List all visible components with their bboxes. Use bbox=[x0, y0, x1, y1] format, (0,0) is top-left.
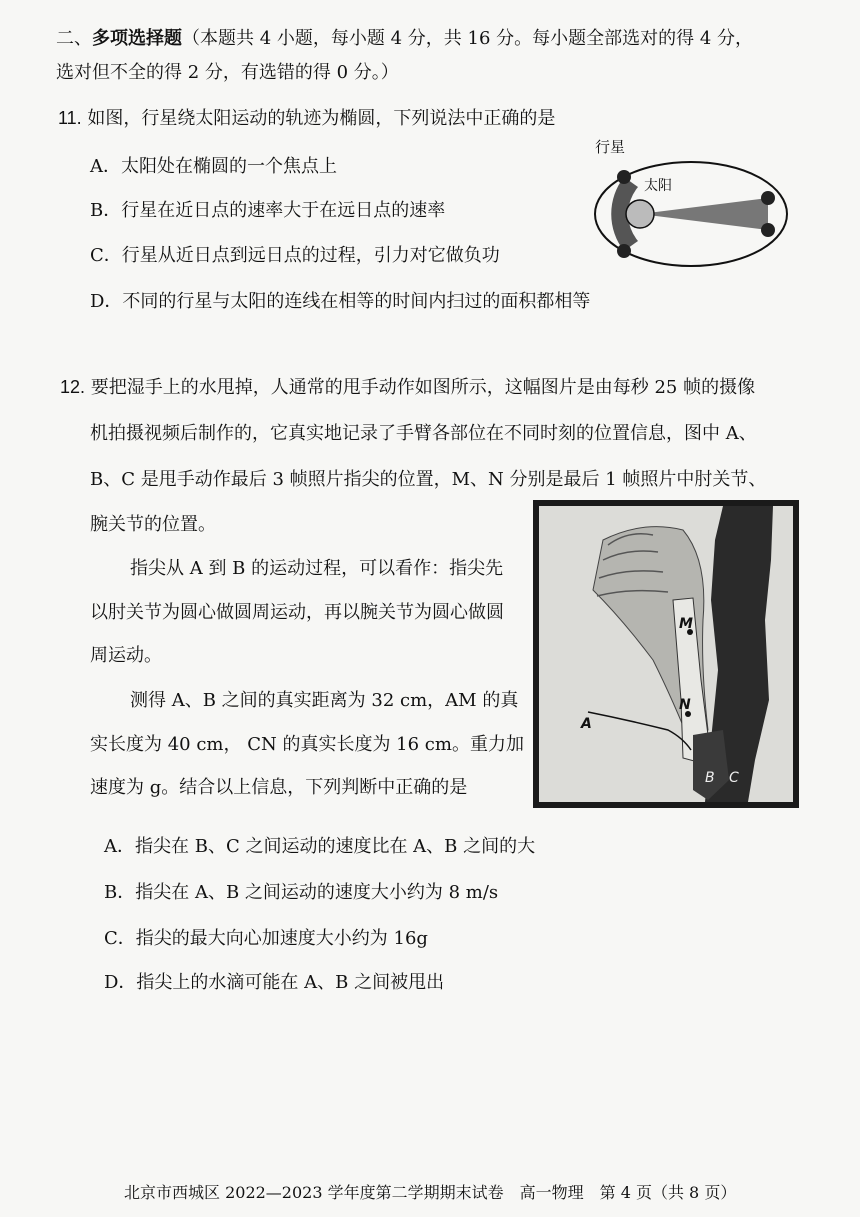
q11-option-b: B．行星在近日点的速率大于在远日点的速率 bbox=[90, 200, 446, 221]
section-header bbox=[56, 22, 753, 90]
page-footer: 北京市西城区 2022—2023 学年度第二学期期末试卷 高一物理 第 4 页（共 8 页） bbox=[124, 1183, 737, 1202]
q11-stem: 如图，行星绕太阳运动的轨迹为椭圆，下列说法中正确的是 bbox=[87, 108, 556, 129]
q12-para3-3: 速度为 g。结合以上信息，下列判断中正确的是 bbox=[90, 777, 468, 798]
q11-number: 11. bbox=[58, 108, 82, 128]
swept-area-far bbox=[640, 198, 768, 230]
q12-option-d: D．指尖上的水滴可能在 A、B 之间被甩出 bbox=[104, 972, 445, 993]
orbit-figure bbox=[578, 132, 798, 282]
sun-circle bbox=[626, 200, 654, 228]
label-planet: 行星 bbox=[595, 138, 626, 156]
section-desc-1: （本题共 4 小题，每小题 4 分，共 16 分。每小题全部选对的得 4 分， bbox=[182, 28, 754, 49]
q11-option-d: D．不同的行星与太阳的连线在相等的时间内扫过的面积都相等 bbox=[90, 291, 591, 312]
planet-dot bbox=[761, 191, 775, 205]
q12-text-2: 机拍摄视频后制作的，它真实地记录了手臂各部位在不同时刻的位置信息，图中 A、 bbox=[90, 423, 757, 444]
label-n: N bbox=[679, 697, 691, 713]
hand-flick-photo bbox=[533, 500, 799, 808]
q12-para3-1: 测得 A、B 之间的真实距离为 32 cm，AM 的真 bbox=[130, 690, 519, 711]
section-header-line1 bbox=[56, 22, 753, 56]
q12-option-a: A．指尖在 B、C 之间运动的速度比在 A、B 之间的大 bbox=[104, 836, 536, 857]
label-b: B bbox=[705, 770, 715, 786]
q12-para2-3: 周运动。 bbox=[90, 645, 162, 666]
q11-stem-line bbox=[58, 104, 555, 130]
q12-option-b: B．指尖在 A、B 之间运动的速度大小约为 8 m/s bbox=[104, 882, 499, 903]
planet-dot bbox=[761, 223, 775, 237]
planet-dot bbox=[617, 244, 631, 258]
section-title: 多项选择题 bbox=[92, 28, 182, 49]
q11-option-a: A．太阳处在椭圆的一个焦点上 bbox=[90, 156, 337, 177]
q12-text-1: 要把湿手上的水甩掉，人通常的甩手动作如图所示，这幅图片是由每秒 25 帧的摄像 bbox=[90, 377, 756, 398]
q12-line-1 bbox=[60, 373, 755, 399]
section-desc-2: 选对但不全的得 2 分，有选错的得 0 分。） bbox=[56, 62, 399, 83]
q12-number: 12. bbox=[60, 377, 86, 397]
label-c: C bbox=[729, 770, 739, 786]
q12-text-3: B、C 是甩手动作最后 3 帧照片指尖的位置，M、N 分别是最后 1 帧照片中肘关节、 bbox=[90, 469, 767, 490]
label-m: M bbox=[679, 616, 693, 632]
q12-para2-2: 以肘关节为圆心做圆周运动，再以腕关节为圆心做圆 bbox=[90, 602, 504, 623]
q12-para3-2: 实长度为 40 cm， CN 的真实长度为 16 cm。重力加 bbox=[90, 734, 524, 755]
q11-option-c: C．行星从近日点到远日点的过程，引力对它做负功 bbox=[90, 245, 500, 266]
label-a: A bbox=[581, 716, 592, 732]
section-prefix: 二、 bbox=[56, 28, 92, 49]
q12-para2-1: 指尖从 A 到 B 的运动过程，可以看作：指尖先 bbox=[130, 558, 504, 579]
q12-text-4: 腕关节的位置。 bbox=[90, 514, 216, 535]
q12-option-c: C．指尖的最大向心加速度大小约为 16g bbox=[104, 928, 428, 949]
label-sun: 太阳 bbox=[644, 178, 672, 194]
planet-dot bbox=[617, 170, 631, 184]
